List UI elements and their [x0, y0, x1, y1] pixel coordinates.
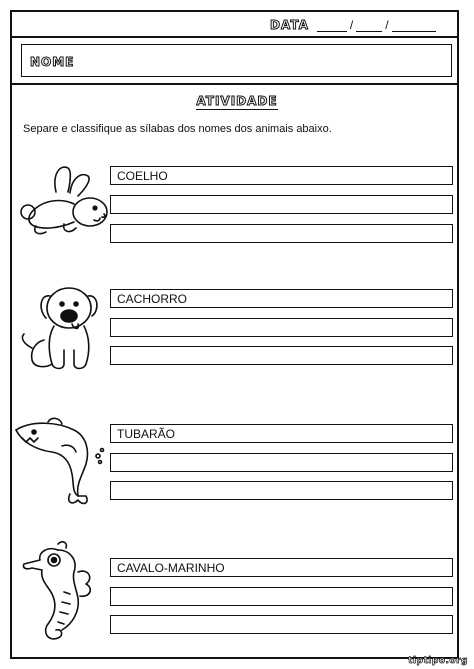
- syllable-answer-line[interactable]: [110, 318, 453, 337]
- date-separator: /: [385, 18, 389, 32]
- animal-name: COELHO: [117, 169, 168, 183]
- date-separator: /: [349, 18, 354, 32]
- classification-answer-line[interactable]: [110, 615, 453, 634]
- shark-icon: [12, 416, 108, 508]
- name-label: NOME: [30, 55, 75, 69]
- dog-icon: [14, 280, 106, 376]
- animal-name-line: [110, 424, 453, 443]
- name-field[interactable]: [21, 44, 452, 77]
- syllable-answer-line[interactable]: [110, 195, 453, 214]
- classification-answer-line[interactable]: [110, 481, 453, 500]
- animal-name: CAVALO-MARINHO: [117, 561, 225, 575]
- syllable-answer-line[interactable]: [110, 453, 453, 472]
- divider: [10, 83, 459, 85]
- activity-title: [0, 94, 474, 108]
- rabbit-icon: [16, 162, 108, 240]
- animal-name: TUBARÃO: [117, 427, 176, 441]
- animal-name-line: [110, 166, 453, 185]
- activity-title-text: ATIVIDADE: [196, 94, 278, 108]
- instructions-text: Separe e classifique as sílabas dos nomes dos animais abaixo.: [23, 123, 332, 135]
- date-day-blank[interactable]: [317, 19, 347, 32]
- classification-answer-line[interactable]: [110, 346, 453, 365]
- date-month-blank[interactable]: [356, 19, 382, 32]
- date-year-blank[interactable]: [392, 19, 436, 32]
- watermark: tiptipo.org: [408, 656, 468, 666]
- animal-name: CACHORRO: [117, 292, 188, 306]
- syllable-answer-line[interactable]: [110, 587, 453, 606]
- divider: [10, 36, 459, 38]
- date-label: DATA: [270, 18, 309, 32]
- animal-name-line: [110, 558, 453, 577]
- animal-name-line: [110, 289, 453, 308]
- date-field: [270, 14, 460, 36]
- classification-answer-line[interactable]: [110, 224, 453, 243]
- seahorse-icon: [18, 540, 104, 650]
